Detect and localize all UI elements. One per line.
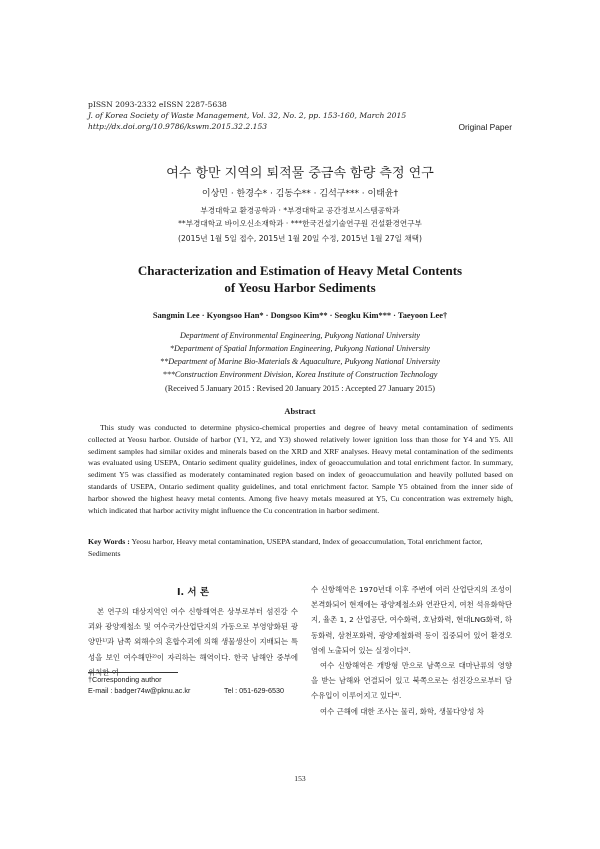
english-affiliation-4: ***Construction Environment Division, Korea Institute of Construction Technology [162, 370, 438, 379]
korean-dates: (2015년 1월 5일 접수, 2015년 1월 20일 수정, 2015년 1월 27일 채택) [178, 234, 422, 243]
footnote-divider [88, 672, 178, 673]
english-authors: Sangmin Lee · Kyongsoo Han* · Dongsoo Kim** · Seogku Kim*** · Taeyoon Lee† [152, 311, 448, 320]
body-left-paragraph-1: 본 연구의 대상지역인 여수 신항해역은 상부로부터 섬진강 수괴와 광양제철소 및 여수국가산업단지의 가동으로 부영양화된 광양만¹⁾과 남쪽 외해수의 혼합수괴에 의해 생물생산이 지배되는 특성을 보인 여수해만²⁾이 자리하는 해역이다. 한국 남해안 중부에 위치한 여 [88, 607, 298, 677]
keywords-label: Key Words : [88, 537, 130, 546]
footnote-email: E-mail : badger74w@pknu.ac.kr [88, 686, 191, 695]
korean-affiliation-1: 부경대학교 환경공학과 · *부경대학교 공간정보시스템공학과 [200, 206, 400, 215]
abstract-heading: Abstract [284, 407, 316, 416]
english-title-line-1: Characterization and Estimation of Heavy Metal Contents [137, 263, 463, 278]
english-affiliation-1: Department of Environmental Engineering, Pukyong National University [179, 331, 421, 340]
issn-line: pISSN 2093-2332 eISSN 2287-5638 [88, 100, 227, 109]
korean-authors: 이상민 · 한경수* · 김동수** · 김석구*** · 이태윤† [201, 189, 399, 199]
keywords [88, 536, 513, 560]
footnote-contact [88, 686, 298, 696]
body-right-paragraph-2: 여수 신항해역은 개방형 만으로 남쪽으로 대마난류의 영향을 받는 남해와 연결되어 있고 북쪽으로는 섬진강으로부터 담수유입이 이루어지고 있다⁴⁾. [311, 661, 512, 701]
section-title-introduction: I. 서 론 [176, 587, 210, 598]
page-number: 153 [294, 774, 306, 783]
footnote-corresponding: †Corresponding author [88, 675, 162, 684]
paper-type-label: Original Paper [458, 122, 512, 132]
korean-affiliation-2: **부경대학교 바이오신소재학과 · ***한국건설기술연구원 건설환경연구부 [178, 219, 422, 228]
journal-citation: J. of Korea Society of Waste Management, Vol. 32, No. 2, pp. 153-160, March 2015 [88, 111, 407, 120]
body-right-paragraph-1: 수 신항해역은 1970년대 이후 주변에 여러 산업단지의 조성이 본격화되어 현재에는 광양제철소와 연관단지, 여천 석유화학단지, 율촌 1, 2 산업공단, 여수화력, 호남화력, 현대LNG화력, 하동화력, 삼천포화력, 광양제철화력 등이 집중되어 있어 환경오염에 노출되어 있는 실정이다³⁾. [311, 585, 512, 655]
doi-link[interactable]: http://dx.doi.org/10.9786/kswm.2015.32.2.153 [88, 122, 268, 131]
keywords-list: Yeosu harbor, Heavy metal contamination, USEPA standard, Index of geoaccumulation, Total enrichment factor, Sediments [88, 537, 483, 558]
korean-title: 여수 항만 지역의 퇴적물 중금속 함량 측정 연구 [166, 166, 434, 181]
english-dates: (Received 5 January 2015 : Revised 20 January 2015 : Accepted 27 January 2015) [165, 384, 435, 393]
body-right-paragraph-3: 여수 근해에 대한 조사는 물리, 화학, 생물다양성 차 [320, 706, 484, 716]
english-affiliation-2: *Department of Spatial Information Engineering, Pukyong National University [169, 344, 431, 353]
body-right-column [311, 582, 512, 719]
english-title [60, 262, 540, 296]
english-title-line-2: of Yeosu Harbor Sediments [224, 280, 376, 295]
footnote-tel: Tel : 051-629-6530 [224, 686, 284, 695]
abstract-text: This study was conducted to determine physico-chemical properties and degree of heavy metal contamination of sediments collected at Yeosu harbor. Outside of harbor (Y1, Y2, and Y3) showed relatively lower ignition loss than those for Y4 and Y5. All sediment samples had similar oxides and minerals based on the XRD and XRF analyses. Heavy metal contamination of the sediments was evaluated using USEPA, Ontario sediment quality guidelines, index of geoaccumulation and total enrichment factor. In summary, sediment Y5 was classified as moderately contaminated region based on index of geoaccumulation and heavily polluted based on standards of USEPA, Ontario sediment quality guidelines, and total enrichment factor. Sample Y5 obtained from the inner side of harbor showed the highest heavy metal contents. Among five heavy metals measured at Y5, Cu concentration was extremely high, which indicated that harbor activity might influence the Cu concentration in harbor sediment. [88, 423, 513, 515]
body-left-column [88, 604, 298, 680]
english-affiliation-3: **Department of Marine Bio-Materials & Aquaculture, Pukyong National University [160, 357, 440, 366]
